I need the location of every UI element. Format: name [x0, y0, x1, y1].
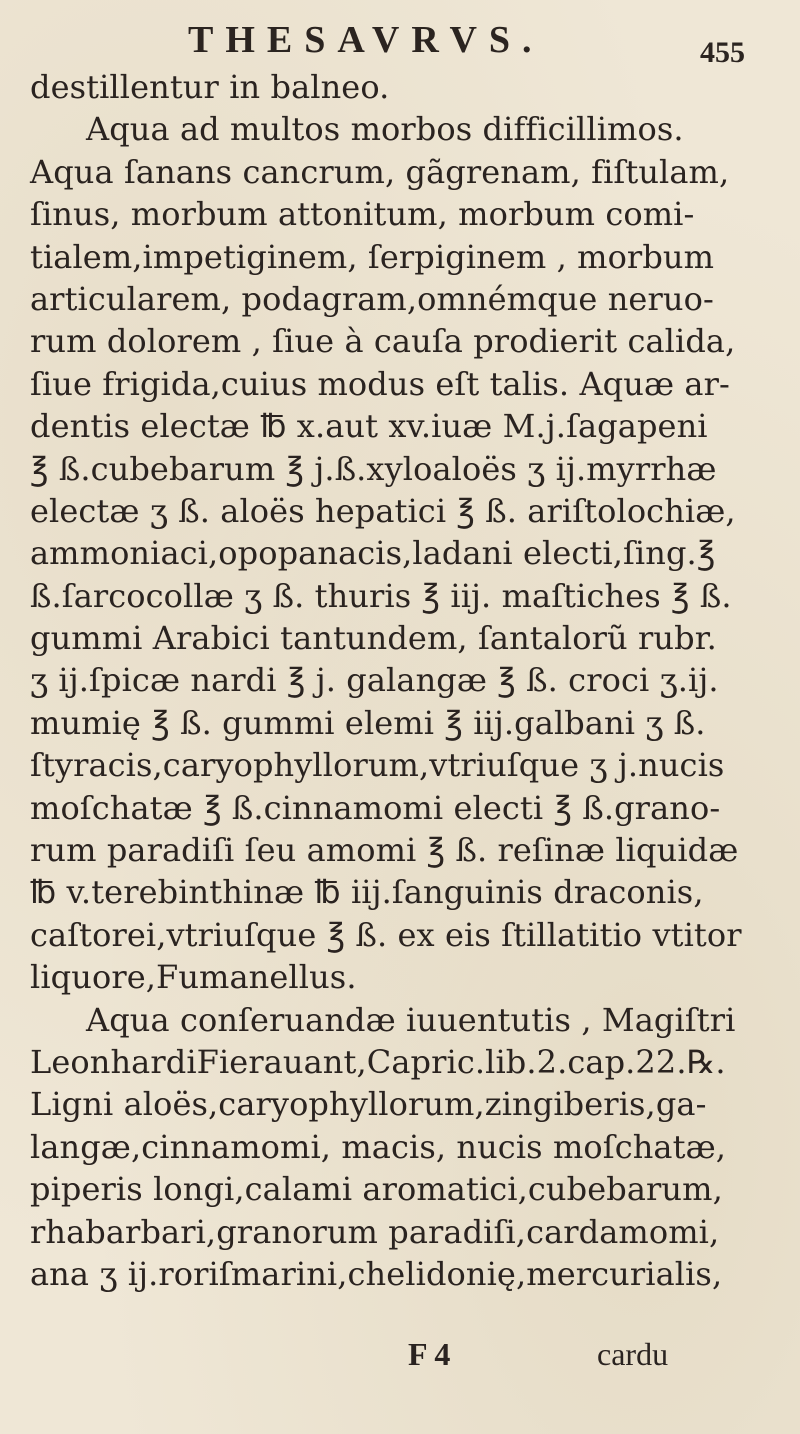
catchword: cardu: [597, 1336, 669, 1372]
text-line: ana ʒ ij.roriſmarini,chelidonię,mercurialis,: [30, 1254, 723, 1293]
text-line: caſtorei,vtriuſque ℥ ß. ex eis ſtillatitio vtitor: [30, 915, 742, 954]
text-line: rum paradiſi ſeu amomi ℥ ß. reſinæ liquidæ: [30, 831, 739, 870]
section-heading: Aqua conſeruandæ iuuentutis , Magiſtri: [86, 1000, 736, 1039]
text-line: ℥ ß.cubebarum ℥ j.ß.xyloaloës ʒ ij.myrrhæ: [30, 449, 717, 488]
text-line: ß.ſarcocollæ ʒ ß. thuris ℥ iij. maſtiches ℥ ß.: [30, 576, 732, 615]
text-line: piperis longi,calami aromatici,cubebarum,: [30, 1170, 723, 1209]
text-line: ℔ v.terebinthinæ ℔ iij.ſanguinis draconis,: [30, 873, 704, 912]
signature-mark: F 4: [408, 1336, 451, 1372]
text-line: Ligni aloës,caryophyllorum,zingiberis,ga-: [30, 1085, 707, 1124]
text-line: Aqua ſanans cancrum, gãgrenam, fiſtulam,: [30, 152, 730, 191]
text-line: liquore,Fumanellus.: [30, 958, 357, 997]
text-line: ſtyracis,caryophyllorum,vtriuſque ʒ j.nucis: [30, 746, 725, 785]
page-footer: [0, 1336, 800, 1386]
text-line: moſchatæ ℥ ß.cinnamomi electi ℥ ß.grano-: [30, 788, 721, 827]
text-line: mumię ℥ ß. gummi elemi ℥ iij.galbani ʒ ß.: [30, 703, 706, 742]
page-number: 455: [700, 36, 745, 69]
text-line: dentis electæ ℔ x.aut xv.iuæ M.j.ſagapeni: [30, 407, 708, 446]
text-line: ſiue frigida,cuius modus eſt talis. Aquæ ar-: [30, 364, 730, 403]
section-heading: Aqua ad multos morbos difficillimos.: [86, 110, 684, 149]
text-line: gummi Arabici tantundem, ſantalorũ rubr.: [30, 619, 717, 658]
page-header: [0, 14, 800, 69]
text-line: ʒ ij.ſpicæ nardi ℥ j. galangæ ℥ ß. croci ʒ.ij.: [30, 661, 719, 700]
text-line: tialem,impetiginem, ſerpiginem , morbum: [30, 237, 715, 276]
text-line: rum dolorem , ſiue à cauſa prodierit calida,: [30, 322, 736, 361]
text-line: electæ ʒ ß. aloës hepatici ℥ ß. ariſtolochiæ,: [30, 491, 736, 530]
text-line: LeonhardiFierauant,Capric.lib.2.cap.22.℞.: [30, 1042, 726, 1081]
body-text: [30, 66, 780, 1295]
text-line: ammoniaci,opopanacis,ladani electi,ſing.℥: [30, 534, 716, 573]
text-line: destillentur in balneo.: [30, 68, 390, 106]
text-line: articularem, podagram,omnémque neruo-: [30, 279, 714, 318]
running-title: THESAVRVS.: [188, 19, 544, 61]
text-line: langæ,cinnamomi, macis, nucis moſchatæ,: [30, 1127, 727, 1166]
text-line: rhabarbari,granorum paradiſi,cardamomi,: [30, 1212, 720, 1251]
text-line: ſinus, morbum attonitum, morbum comi-: [30, 195, 695, 234]
